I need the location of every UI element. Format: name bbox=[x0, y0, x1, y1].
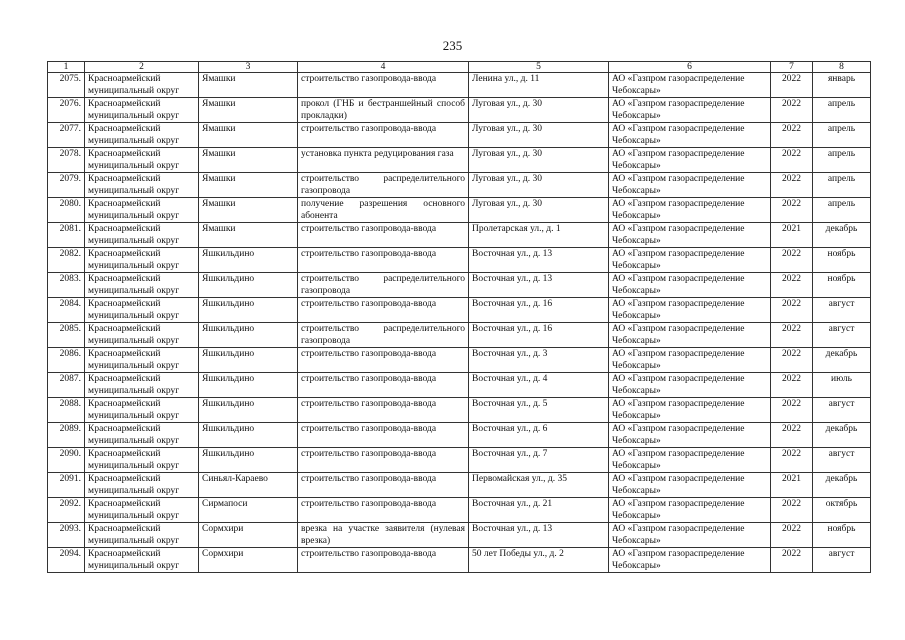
work-type-cell: строительство газопровода-ввода bbox=[298, 248, 469, 273]
year-cell: 2022 bbox=[771, 548, 813, 573]
table-row bbox=[48, 273, 871, 298]
district-cell: Красноармейский муниципальный округ bbox=[85, 398, 199, 423]
year-cell: 2022 bbox=[771, 498, 813, 523]
organization-cell: АО «Газпром газораспределение Чебоксары» bbox=[609, 498, 771, 523]
address-cell: Восточная ул., д. 16 bbox=[469, 298, 609, 323]
table-row bbox=[48, 473, 871, 498]
address-cell: Восточная ул., д. 6 bbox=[469, 423, 609, 448]
table-row bbox=[48, 398, 871, 423]
row-number: 2075. bbox=[48, 73, 85, 98]
month-cell: август bbox=[813, 398, 871, 423]
table-row bbox=[48, 323, 871, 348]
organization-cell: АО «Газпром газораспределение Чебоксары» bbox=[609, 423, 771, 448]
year-cell: 2022 bbox=[771, 298, 813, 323]
year-cell: 2021 bbox=[771, 473, 813, 498]
district-cell: Красноармейский муниципальный округ bbox=[85, 173, 199, 198]
address-cell: Луговая ул., д. 30 bbox=[469, 98, 609, 123]
settlement-cell: Ямашки bbox=[199, 173, 298, 198]
organization-cell: АО «Газпром газораспределение Чебоксары» bbox=[609, 273, 771, 298]
month-cell: декабрь bbox=[813, 473, 871, 498]
table-row bbox=[48, 348, 871, 373]
year-cell: 2022 bbox=[771, 273, 813, 298]
column-header: 2 bbox=[85, 62, 199, 73]
row-number: 2087. bbox=[48, 373, 85, 398]
address-cell: Восточная ул., д. 13 bbox=[469, 273, 609, 298]
month-cell: декабрь bbox=[813, 348, 871, 373]
year-cell: 2022 bbox=[771, 148, 813, 173]
settlement-cell: Ямашки bbox=[199, 223, 298, 248]
settlement-cell: Сирмапоси bbox=[199, 498, 298, 523]
year-cell: 2022 bbox=[771, 423, 813, 448]
work-type-cell: строительство газопровода-ввода bbox=[298, 548, 469, 573]
organization-cell: АО «Газпром газораспределение Чебоксары» bbox=[609, 173, 771, 198]
table-row bbox=[48, 123, 871, 148]
month-cell: ноябрь bbox=[813, 523, 871, 548]
column-header: 6 bbox=[609, 62, 771, 73]
row-number: 2079. bbox=[48, 173, 85, 198]
address-cell: Восточная ул., д. 21 bbox=[469, 498, 609, 523]
work-type-cell: строительство газопровода-ввода bbox=[298, 223, 469, 248]
row-number: 2080. bbox=[48, 198, 85, 223]
settlement-cell: Яшкильдино bbox=[199, 298, 298, 323]
year-cell: 2022 bbox=[771, 398, 813, 423]
address-cell: Ленина ул., д. 11 bbox=[469, 73, 609, 98]
work-type-cell: получение разрешения основного абонента bbox=[298, 198, 469, 223]
work-type-cell: установка пункта редуцирования газа bbox=[298, 148, 469, 173]
table-row bbox=[48, 173, 871, 198]
settlement-cell: Яшкильдино bbox=[199, 423, 298, 448]
month-cell: октябрь bbox=[813, 498, 871, 523]
organization-cell: АО «Газпром газораспределение Чебоксары» bbox=[609, 248, 771, 273]
work-type-cell: строительство газопровода-ввода bbox=[298, 448, 469, 473]
month-cell: апрель bbox=[813, 198, 871, 223]
year-cell: 2022 bbox=[771, 198, 813, 223]
organization-cell: АО «Газпром газораспределение Чебоксары» bbox=[609, 523, 771, 548]
row-number: 2093. bbox=[48, 523, 85, 548]
row-number: 2091. bbox=[48, 473, 85, 498]
month-cell: ноябрь bbox=[813, 248, 871, 273]
address-cell: Восточная ул., д. 4 bbox=[469, 373, 609, 398]
district-cell: Красноармейский муниципальный округ bbox=[85, 98, 199, 123]
settlement-cell: Ямашки bbox=[199, 73, 298, 98]
district-cell: Красноармейский муниципальный округ bbox=[85, 423, 199, 448]
row-number: 2090. bbox=[48, 448, 85, 473]
work-type-cell: строительство газопровода-ввода bbox=[298, 398, 469, 423]
row-number: 2078. bbox=[48, 148, 85, 173]
month-cell: декабрь bbox=[813, 223, 871, 248]
work-type-cell: строительство газопровода-ввода bbox=[298, 373, 469, 398]
row-number: 2092. bbox=[48, 498, 85, 523]
month-cell: декабрь bbox=[813, 423, 871, 448]
row-number: 2076. bbox=[48, 98, 85, 123]
table-row bbox=[48, 248, 871, 273]
row-number: 2077. bbox=[48, 123, 85, 148]
district-cell: Красноармейский муниципальный округ bbox=[85, 373, 199, 398]
district-cell: Красноармейский муниципальный округ bbox=[85, 548, 199, 573]
year-cell: 2022 bbox=[771, 98, 813, 123]
address-cell: Восточная ул., д. 7 bbox=[469, 448, 609, 473]
settlement-cell: Яшкильдино bbox=[199, 273, 298, 298]
settlement-cell: Яшкильдино bbox=[199, 448, 298, 473]
organization-cell: АО «Газпром газораспределение Чебоксары» bbox=[609, 473, 771, 498]
table-body bbox=[48, 62, 871, 573]
organization-cell: АО «Газпром газораспределение Чебоксары» bbox=[609, 198, 771, 223]
work-type-cell: строительство распределительного газопровода bbox=[298, 323, 469, 348]
organization-cell: АО «Газпром газораспределение Чебоксары» bbox=[609, 348, 771, 373]
work-type-cell: строительство газопровода-ввода bbox=[298, 473, 469, 498]
row-number: 2089. bbox=[48, 423, 85, 448]
district-cell: Красноармейский муниципальный округ bbox=[85, 248, 199, 273]
year-cell: 2021 bbox=[771, 223, 813, 248]
district-cell: Красноармейский муниципальный округ bbox=[85, 73, 199, 98]
work-type-cell: строительство газопровода-ввода bbox=[298, 298, 469, 323]
year-cell: 2022 bbox=[771, 323, 813, 348]
row-number: 2084. bbox=[48, 298, 85, 323]
month-cell: июль bbox=[813, 373, 871, 398]
organization-cell: АО «Газпром газораспределение Чебоксары» bbox=[609, 373, 771, 398]
organization-cell: АО «Газпром газораспределение Чебоксары» bbox=[609, 548, 771, 573]
table-row bbox=[48, 198, 871, 223]
work-type-cell: строительство газопровода-ввода bbox=[298, 123, 469, 148]
month-cell: август bbox=[813, 548, 871, 573]
settlement-cell: Ямашки bbox=[199, 148, 298, 173]
settlement-cell: Яшкильдино bbox=[199, 323, 298, 348]
table-row bbox=[48, 373, 871, 398]
table-row bbox=[48, 548, 871, 573]
table-row bbox=[48, 523, 871, 548]
district-cell: Красноармейский муниципальный округ bbox=[85, 323, 199, 348]
row-number: 2094. bbox=[48, 548, 85, 573]
organization-cell: АО «Газпром газораспределение Чебоксары» bbox=[609, 73, 771, 98]
settlement-cell: Ямашки bbox=[199, 198, 298, 223]
work-type-cell: строительство газопровода-ввода bbox=[298, 423, 469, 448]
settlement-cell: Сормхири bbox=[199, 548, 298, 573]
year-cell: 2022 bbox=[771, 73, 813, 98]
address-cell: Восточная ул., д. 13 bbox=[469, 523, 609, 548]
table-row bbox=[48, 448, 871, 473]
district-cell: Красноармейский муниципальный округ bbox=[85, 298, 199, 323]
work-type-cell: строительство распределительного газопровода bbox=[298, 273, 469, 298]
address-cell: Луговая ул., д. 30 bbox=[469, 173, 609, 198]
row-number: 2083. bbox=[48, 273, 85, 298]
organization-cell: АО «Газпром газораспределение Чебоксары» bbox=[609, 298, 771, 323]
organization-cell: АО «Газпром газораспределение Чебоксары» bbox=[609, 223, 771, 248]
district-cell: Красноармейский муниципальный округ bbox=[85, 148, 199, 173]
organization-cell: АО «Газпром газораспределение Чебоксары» bbox=[609, 398, 771, 423]
page-number: 235 bbox=[442, 38, 463, 53]
settlement-cell: Яшкильдино bbox=[199, 248, 298, 273]
year-cell: 2022 bbox=[771, 448, 813, 473]
address-cell: Луговая ул., д. 30 bbox=[469, 148, 609, 173]
row-number: 2081. bbox=[48, 223, 85, 248]
address-cell: Восточная ул., д. 5 bbox=[469, 398, 609, 423]
row-number: 2086. bbox=[48, 348, 85, 373]
organization-cell: АО «Газпром газораспределение Чебоксары» bbox=[609, 98, 771, 123]
district-cell: Красноармейский муниципальный округ bbox=[85, 498, 199, 523]
work-type-cell: строительство распределительного газопровода bbox=[298, 173, 469, 198]
address-cell: Восточная ул., д. 13 bbox=[469, 248, 609, 273]
settlement-cell: Ямашки bbox=[199, 123, 298, 148]
table-row bbox=[48, 298, 871, 323]
year-cell: 2022 bbox=[771, 373, 813, 398]
organization-cell: АО «Газпром газораспределение Чебоксары» bbox=[609, 323, 771, 348]
year-cell: 2022 bbox=[771, 123, 813, 148]
year-cell: 2022 bbox=[771, 348, 813, 373]
month-cell: январь bbox=[813, 73, 871, 98]
work-type-cell: строительство газопровода-ввода bbox=[298, 73, 469, 98]
month-cell: август bbox=[813, 448, 871, 473]
month-cell: август bbox=[813, 298, 871, 323]
month-cell: ноябрь bbox=[813, 273, 871, 298]
settlement-cell: Яшкильдино bbox=[199, 348, 298, 373]
column-header: 1 bbox=[48, 62, 85, 73]
year-cell: 2022 bbox=[771, 523, 813, 548]
column-header: 3 bbox=[199, 62, 298, 73]
year-cell: 2022 bbox=[771, 173, 813, 198]
month-cell: апрель bbox=[813, 123, 871, 148]
table-row bbox=[48, 98, 871, 123]
column-header: 4 bbox=[298, 62, 469, 73]
month-cell: апрель bbox=[813, 98, 871, 123]
district-cell: Красноармейский муниципальный округ bbox=[85, 523, 199, 548]
address-cell: Луговая ул., д. 30 bbox=[469, 123, 609, 148]
table-row bbox=[48, 148, 871, 173]
table-row bbox=[48, 223, 871, 248]
table-row bbox=[48, 423, 871, 448]
district-cell: Красноармейский муниципальный округ bbox=[85, 273, 199, 298]
settlement-cell: Сормхири bbox=[199, 523, 298, 548]
address-cell: Луговая ул., д. 30 bbox=[469, 198, 609, 223]
row-number: 2085. bbox=[48, 323, 85, 348]
work-type-cell: прокол (ГНБ и бестраншейный способ прокладки) bbox=[298, 98, 469, 123]
settlement-cell: Яшкильдино bbox=[199, 398, 298, 423]
settlement-cell: Ямашки bbox=[199, 98, 298, 123]
district-cell: Красноармейский муниципальный округ bbox=[85, 473, 199, 498]
column-header: 8 bbox=[813, 62, 871, 73]
district-cell: Красноармейский муниципальный округ bbox=[85, 448, 199, 473]
table-row bbox=[48, 73, 871, 98]
data-table bbox=[47, 61, 871, 573]
column-header: 7 bbox=[771, 62, 813, 73]
settlement-cell: Синьял-Караево bbox=[199, 473, 298, 498]
organization-cell: АО «Газпром газораспределение Чебоксары» bbox=[609, 148, 771, 173]
table-row bbox=[48, 498, 871, 523]
organization-cell: АО «Газпром газораспределение Чебоксары» bbox=[609, 123, 771, 148]
district-cell: Красноармейский муниципальный округ bbox=[85, 348, 199, 373]
column-number-row bbox=[48, 62, 871, 73]
work-type-cell: строительство газопровода-ввода bbox=[298, 348, 469, 373]
work-type-cell: врезка на участке заявителя (нулевая врезка) bbox=[298, 523, 469, 548]
settlement-cell: Яшкильдино bbox=[199, 373, 298, 398]
address-cell: 50 лет Победы ул., д. 2 bbox=[469, 548, 609, 573]
column-header: 5 bbox=[469, 62, 609, 73]
district-cell: Красноармейский муниципальный округ bbox=[85, 198, 199, 223]
row-number: 2088. bbox=[48, 398, 85, 423]
month-cell: август bbox=[813, 323, 871, 348]
row-number: 2082. bbox=[48, 248, 85, 273]
month-cell: апрель bbox=[813, 148, 871, 173]
district-cell: Красноармейский муниципальный округ bbox=[85, 223, 199, 248]
address-cell: Первомайская ул., д. 35 bbox=[469, 473, 609, 498]
work-type-cell: строительство газопровода-ввода bbox=[298, 498, 469, 523]
district-cell: Красноармейский муниципальный округ bbox=[85, 123, 199, 148]
address-cell: Пролетарская ул., д. 1 bbox=[469, 223, 609, 248]
year-cell: 2022 bbox=[771, 248, 813, 273]
address-cell: Восточная ул., д. 16 bbox=[469, 323, 609, 348]
month-cell: апрель bbox=[813, 173, 871, 198]
organization-cell: АО «Газпром газораспределение Чебоксары» bbox=[609, 448, 771, 473]
address-cell: Восточная ул., д. 3 bbox=[469, 348, 609, 373]
